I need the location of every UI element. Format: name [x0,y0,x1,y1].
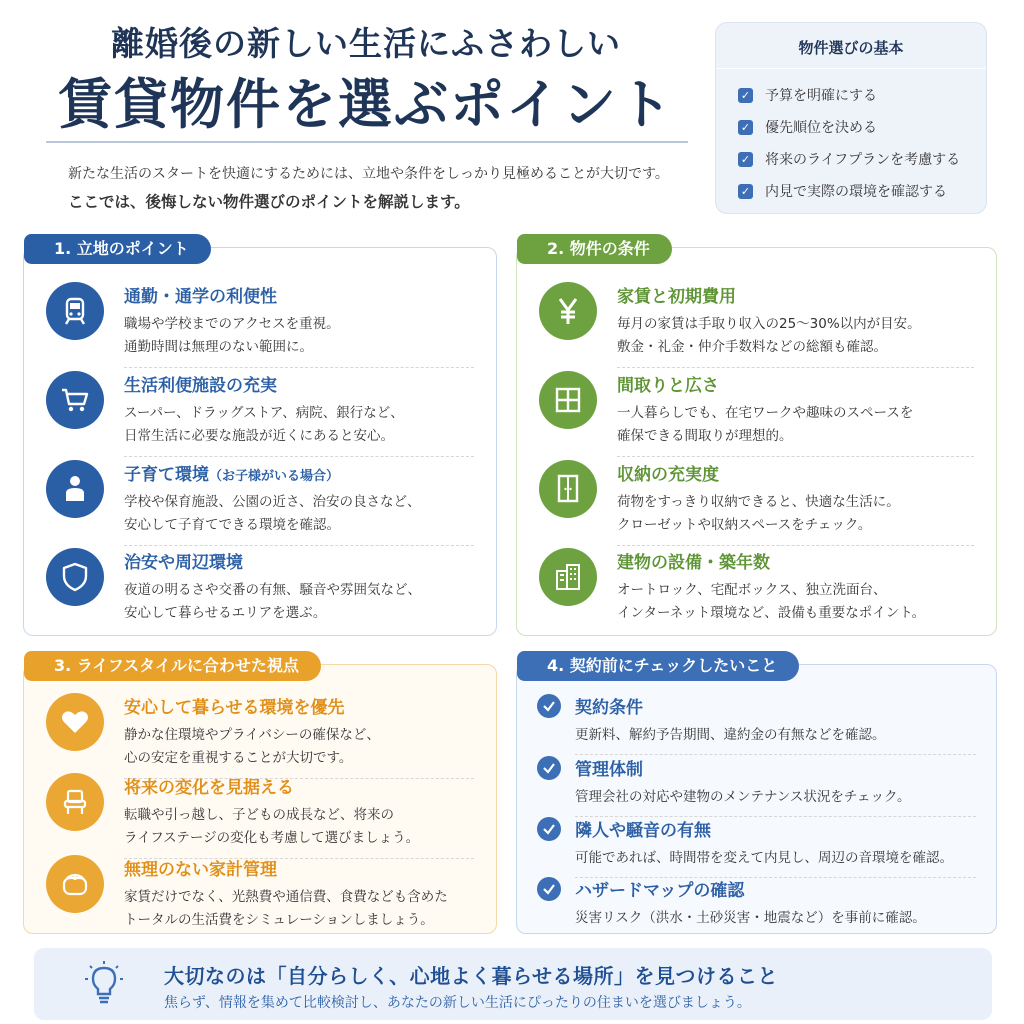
section-contract-check [516,656,997,934]
intro-line-2: ここでは、後悔しない物件選びのポイントを解説します。 [68,193,470,211]
floor-plan-icon [539,371,597,429]
lightbulb-icon [84,960,124,1008]
page-subtitle: 離婚後の新しい生活にふさわしい [111,24,621,63]
section-heading: 4. 契約前にチェックしたいこと [517,651,799,681]
check-circle-icon [537,694,561,718]
item-text: 敷金・礼金・仲介手数料などの総額も確認。 [617,339,887,355]
checklist-item [537,693,976,747]
list-item [46,855,474,932]
list-item [539,371,974,448]
item-title: 安心して暮らせる環境を優先 [124,698,345,718]
item-title-note: （お子様がいる場合） [209,469,340,484]
item-title: 治安や周辺環境 [124,553,243,573]
checklist-item [537,816,976,870]
item-text: 確保できる間取りが理想的。 [617,428,793,444]
shopping-cart-icon [46,371,104,429]
intro [68,160,708,216]
item-title: 通勤・通学の利便性 [124,287,277,307]
checkbox-icon: ✓ [738,88,753,103]
list-item [46,693,474,770]
item-text: 可能であれば、時間帯を変えて内見し、周辺の音環境を確認。 [575,850,953,866]
item-title: 契約条件 [575,698,643,718]
item-text: 転職や引っ越し、子どもの成長など、将来の [124,807,394,823]
check-circle-icon [537,817,561,841]
title-divider [46,141,688,143]
item-text: クローゼットや収納スペースをチェック。 [617,517,872,533]
checkbox-icon: ✓ [738,152,753,167]
basics-item [738,175,986,207]
item-title: 隣人や騒音の有無 [575,821,711,841]
page-title: 賃貸物件を選ぶポイント [58,73,674,136]
item-text: 毎月の家賃は手取り収入の25〜30%以内が目安。 [617,316,921,332]
basics-box [715,22,987,214]
wallet-icon [46,855,104,913]
basics-list [738,79,986,207]
basics-title: 物件選びの基本 [716,37,986,69]
item-text: 夜道の明るさや交番の有無、騒音や雰囲気など、 [124,582,421,598]
item-text: スーパー、ドラッグストア、病院、銀行など、 [124,405,404,421]
check-circle-icon [537,877,561,901]
basics-item [738,111,986,143]
item-text: 家賃だけでなく、光熱費や通信費、食費なども含めた [124,889,448,905]
item-title: 無理のない家計管理 [124,860,277,880]
list-item [46,282,474,359]
yen-icon [539,282,597,340]
item-title: ハザードマップの確認 [575,881,745,901]
item-text: 学校や保育施設、公園の近さ、治安の良さなど、 [124,494,421,510]
item-text: 安心して暮らせるエリアを選ぶ。 [124,605,327,621]
list-item [46,460,474,537]
item-title: 生活利便施設の充実 [124,376,277,396]
list-item [539,282,974,359]
list-item [539,460,974,537]
heart-icon [46,693,104,751]
item-text: 静かな住環境やプライバシーの確保など、 [124,727,380,743]
checkbox-icon: ✓ [738,120,753,135]
footer-banner [34,948,992,1020]
item-text: インターネット環境など、設備も重要なポイント。 [617,605,926,621]
basics-item [738,79,986,111]
item-title: 家賃と初期費用 [617,287,736,307]
closet-icon [539,460,597,518]
basics-item [738,143,986,175]
basics-item-label: 将来のライフプランを考慮する [765,152,961,168]
basics-item-label: 優先順位を決める [765,120,877,136]
section-property-conditions [516,239,997,636]
item-text: 心の安定を重視することが大切です。 [124,750,353,766]
basics-item-label: 内見で実際の環境を確認する [765,184,947,200]
checklist-item [537,755,976,809]
shield-icon [46,548,104,606]
section-heading: 3. ライフスタイルに合わせた視点 [24,651,321,681]
list-item [46,548,474,625]
intro-line-1: 新たな生活のスタートを快適にするためには、立地や条件をしっかり見極めることが大切です。 [68,166,669,182]
item-text: 更新料、解約予告期間、違約金の有無などを確認。 [575,727,886,743]
footer-message: 大切なのは「自分らしく、心地よく暮らせる場所」を見つけること [164,964,778,988]
item-title: 管理体制 [575,760,643,780]
checkbox-icon: ✓ [738,184,753,199]
item-title [124,460,420,485]
list-item [46,773,474,850]
section-heading: 2. 物件の条件 [517,234,672,264]
checklist-item [537,876,976,930]
item-title: 建物の設備・築年数 [617,553,770,573]
item-text: 荷物をすっきり収納できると、快適な生活に。 [617,494,900,510]
item-text: 一人暮らしでも、在宅ワークや趣味のスペースを [617,405,914,421]
item-title: 間取りと広さ [617,376,719,396]
item-text: オートロック、宅配ボックス、独立洗面台、 [617,582,887,598]
item-text: 管理会社の対応や建物のメンテナンス状況をチェック。 [575,789,911,805]
footer-submessage: 焦らず、情報を集めて比較検討し、あなたの新しい生活にぴったりの住まいを選びましょう。 [164,995,751,1011]
item-text: 安心して子育てできる環境を確認。 [124,517,340,533]
item-text: 職場や学校までのアクセスを重視。 [124,316,340,332]
section-location [23,239,497,636]
item-title: 将来の変化を見据える [124,778,294,798]
item-title: 収納の充実度 [617,465,719,485]
list-item [539,548,974,625]
item-text: 日常生活に必要な施設が近くにあると安心。 [124,428,394,444]
check-circle-icon [537,756,561,780]
list-item [46,371,474,448]
building-icon [539,548,597,606]
item-text: トータルの生活費をシミュレーションしましょう。 [124,912,434,928]
item-text: 通勤時間は無理のない範囲に。 [124,339,313,355]
item-title-text: 子育て環境 [124,465,209,485]
basics-item-label: 予算を明確にする [765,88,877,104]
child-icon [46,460,104,518]
item-text: 災害リスク（洪水・土砂災害・地震など）を事前に確認。 [575,910,926,926]
item-text: ライフステージの変化も考慮して選びましょう。 [124,830,420,846]
section-heading: 1. 立地のポイント [24,234,211,264]
chair-icon [46,773,104,831]
train-icon [46,282,104,340]
section-lifestyle [23,656,497,934]
